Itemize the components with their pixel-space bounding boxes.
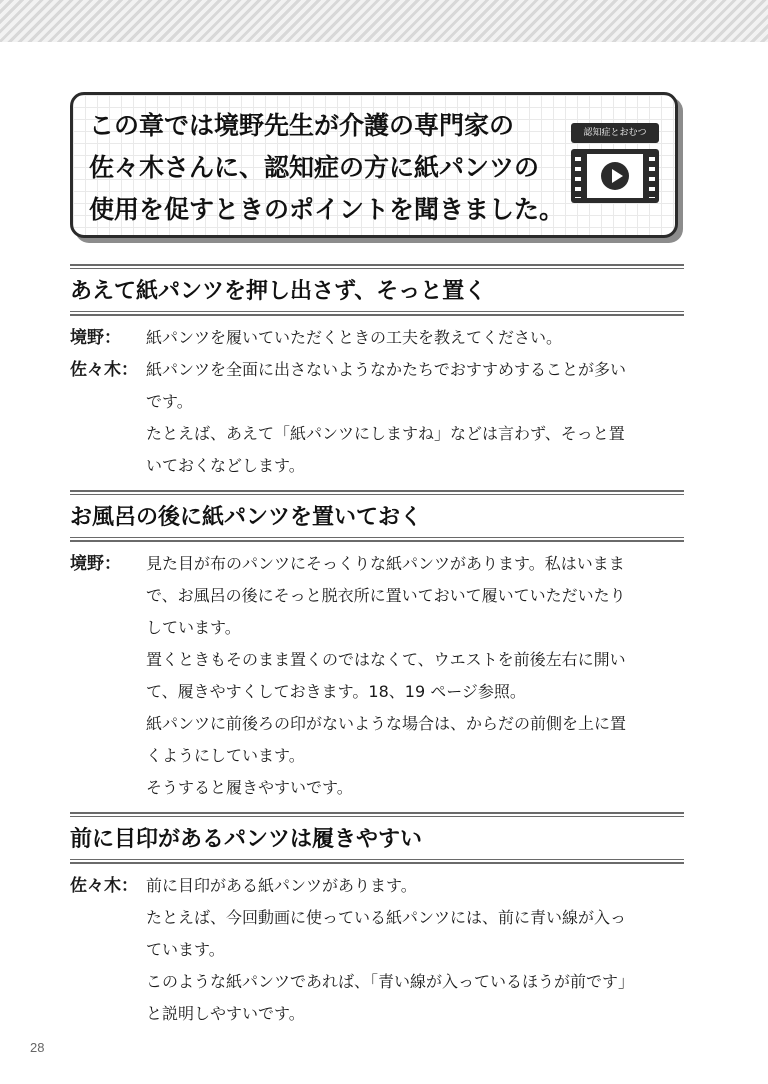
section-heading [70,264,684,316]
speaker-label: 佐々木： [70,360,138,380]
dialogue-row [70,966,690,998]
speaker-label [70,676,146,708]
dialogue-row [70,450,690,482]
video-label: 認知症とおむつ [571,123,659,143]
dialogue-row [70,548,690,580]
speaker-label [70,998,146,1030]
dialogue-text: いておくなどします。 [146,456,305,475]
video-badge[interactable] [569,123,661,205]
film-screen [587,154,643,198]
dialogue-text: です。 [146,392,193,411]
dialogue-text: 紙パンツに前後ろの印がないような場合は、からだの前側を上に置 [146,714,627,733]
speaker-label [70,644,146,676]
speaker-label [70,708,146,740]
speaker-label [70,580,146,612]
dialogue-row [70,354,690,386]
speaker-label [70,418,146,450]
dialogue-text: たとえば、あえて「紙パンツにしますね」などは言わず、そっと置 [146,424,625,443]
dialogue-row [70,772,690,804]
film-icon [571,149,659,203]
dialogue-row [70,580,690,612]
dialogue-text: そうすると履きやすいです。 [146,778,353,797]
dialogue-text: しています。 [146,618,241,637]
section-heading-text: お風呂の後に紙パンツを置いておく [70,505,423,530]
dialogue-text: 置くときもそのまま置くのではなくて、ウエストを前後左右に開い [146,650,626,669]
section-heading-text: あえて紙パンツを押し出さず、そっと置く [70,279,487,304]
dialogue-text: 前に目印がある紙パンツがあります。 [146,876,417,895]
speaker-label: 境野： [70,554,121,574]
dialogue-row [70,676,690,708]
section-heading-text: 前に目印があるパンツは履きやすい [70,827,423,852]
play-triangle [612,169,623,183]
speaker-label [70,612,146,644]
speaker-label [70,934,146,966]
speaker-label [70,450,146,482]
play-icon[interactable] [601,162,629,190]
speaker-label: 境野： [70,328,121,348]
dialogue-row [70,740,690,772]
intro-line: 使用を促すときのポイントを聞きました。 [89,195,565,224]
dialogue-text: 紙パンツを全面に出さないようなかたちでおすすめすることが多い [146,360,627,379]
dialogue-row [70,934,690,966]
top-decorative-stripe [0,0,768,42]
speaker-label [70,740,146,772]
dialogue-row [70,644,690,676]
dialogue-row [70,870,690,902]
speaker-label: 佐々木： [70,876,138,896]
speaker-label [70,902,146,934]
intro-line: この章では境野先生が介護の専門家の [89,111,515,140]
film-perforation [575,154,581,198]
dialogue-row [70,902,690,934]
intro-line: 佐々木さんに、認知症の方に紙パンツの [89,153,540,182]
dialogue-row [70,708,690,740]
dialogue-row [70,998,690,1030]
dialogue-text: と説明しやすいです。 [146,1004,305,1023]
dialogue-text: 紙パンツを履いていただくときの工夫を教えてください。 [146,328,563,347]
speaker-label [70,386,146,418]
dialogue-text: で、お風呂の後にそっと脱衣所に置いておいて履いていただいたり [146,586,626,605]
dialogue-text: 見た目が布のパンツにそっくりな紙パンツがあります。私はいまま [146,554,625,573]
page-number: 28 [30,1040,45,1055]
dialogue-text: このような紙パンツであれば、「青い線が入っているほうが前です」 [146,972,635,991]
dialogue-text: て、履きやすくしておきます。18、19 ページ参照。 [146,682,526,701]
film-perforation [649,154,655,198]
section-heading [70,812,684,864]
dialogue-text: くようにしています。 [146,746,305,765]
dialogue-text: たとえば、今回動画に使っている紙パンツには、前に青い線が入っ [146,908,627,927]
section-heading [70,490,684,542]
dialogue-text: ています。 [146,940,225,959]
dialogue-row [70,386,690,418]
speaker-label [70,772,146,804]
dialogue-row [70,612,690,644]
dialogue-row [70,322,690,354]
intro-box [70,92,678,238]
dialogue-row [70,418,690,450]
speaker-label [70,966,146,998]
